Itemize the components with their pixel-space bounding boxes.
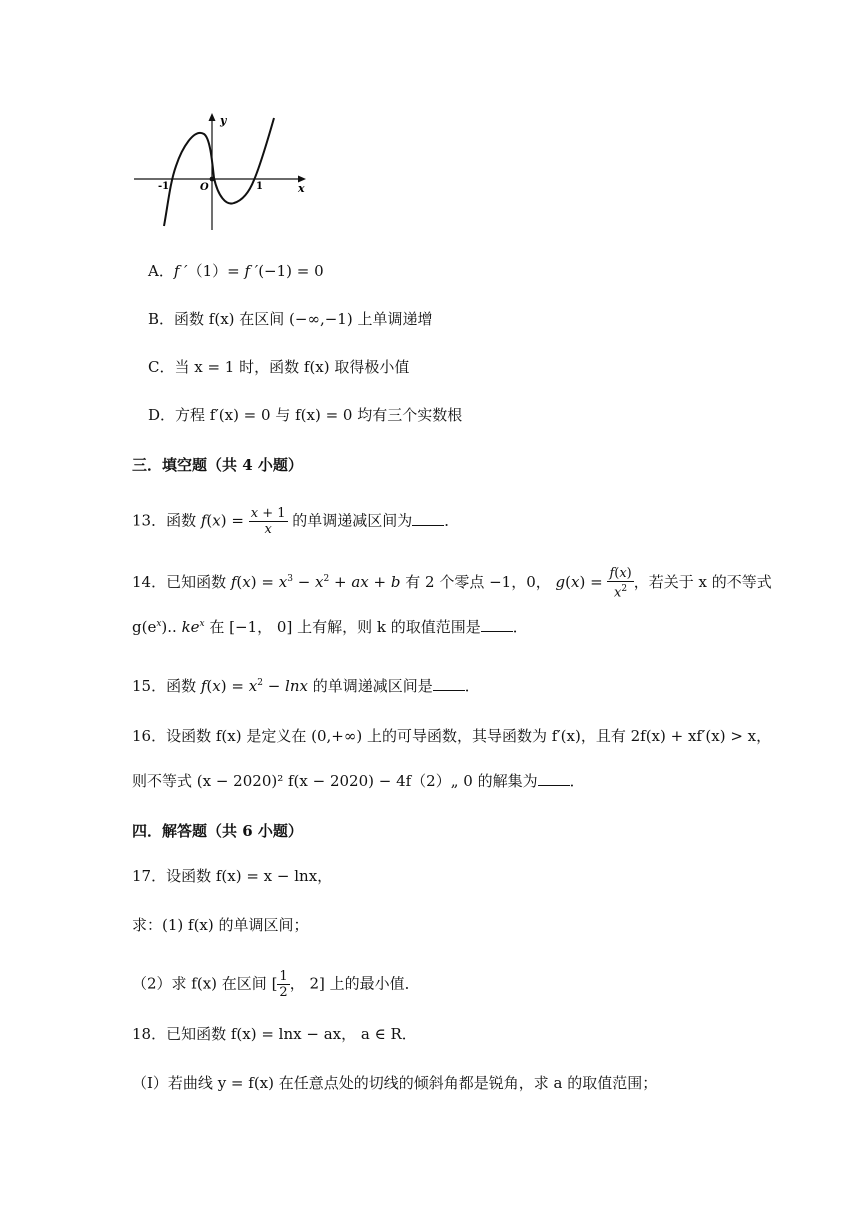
origin-label: O <box>200 182 209 193</box>
answer-blank <box>481 617 513 632</box>
question-14-line-1: 14．已知函数 $f(x) = x^3 - x^2$ + ax + b 有 2 个零点 −1，0， g(x) = $\frac{f(x)}{x^2}$ ，若关于 x 的不等式 <box>132 566 772 601</box>
option-a: A．f ′（1）= f ′(−1) = 0 <box>148 262 324 280</box>
question-13: 13．函数 f(x) = $\frac{x + 1}{x}$ 的单调递减区间为 ． <box>132 506 460 537</box>
question-15: 15．函数 $f(x) = x^2 - \ln x$ 的单调递减区间是 ． <box>132 677 480 695</box>
x-axis-label: x <box>298 182 305 195</box>
answer-blank <box>412 511 444 526</box>
y-axis-arrow <box>209 113 216 121</box>
option-b: B．函数 f(x) 在区间 (−∞,−1) 上单调递增 <box>148 310 433 328</box>
question-16-line-1: 16．设函数 f(x) 是定义在 (0,+∞) 上的可导函数，其导函数为 f′(x)，且有 2f(x) + xf′(x) > x， <box>132 727 772 745</box>
question-16-line-2: 则不等式 (x − 2020)² f(x − 2020) − 4f（2）„ 0 的解集为 ． <box>132 772 585 790</box>
tick-label-neg-one: -1 <box>158 181 170 192</box>
fraction-one-half: $\frac{1}{2}$ <box>279 969 288 1000</box>
derivative-graph-figure <box>126 108 316 232</box>
answer-blank <box>538 771 570 786</box>
origin-point <box>210 177 215 182</box>
option-c: C．当 x = 1 时，函数 f(x) 取得极小值 <box>148 358 410 376</box>
y-axis-label: y <box>220 114 227 127</box>
section-heading-fill-blank: 三．填空题（共 4 小题） <box>132 456 303 474</box>
question-17-line-3: （2）求 f(x) 在区间 [ $\frac{1}{2}$ ， 2] 上的最小值． <box>132 969 420 1000</box>
option-d: D．方程 f′(x) = 0 与 f(x) = 0 均有三个实数根 <box>148 406 463 424</box>
tick-label-one: 1 <box>256 181 263 192</box>
question-17-line-1: 17．设函数 f(x) = x − lnx， <box>132 867 333 885</box>
fraction-x-plus-1-over-x: $\frac{x + 1}{x}$ <box>250 506 286 537</box>
answer-blank <box>433 676 465 691</box>
question-18-line-2: （Ⅰ）若曲线 y = f(x) 在任意点处的切线的倾斜角都是锐角，求 a 的取值范围； <box>132 1074 658 1092</box>
fraction-f-over-x-squared: $\frac{f(x)}{x^2}$ <box>609 566 632 601</box>
section-heading-solve: 四．解答题（共 6 小题） <box>132 822 303 840</box>
question-18-line-1: 18．已知函数 f(x) = lnx − ax， a ∈ R． <box>132 1025 417 1043</box>
derivative-curve <box>164 118 274 226</box>
question-17-line-2: 求：(1) f(x) 的单调区间； <box>132 916 309 934</box>
question-14-line-2: $g(e^x)$.. $ke^x$ 在 [−1， 0] 上有解，则 k 的取值范围是 ． <box>132 618 528 636</box>
